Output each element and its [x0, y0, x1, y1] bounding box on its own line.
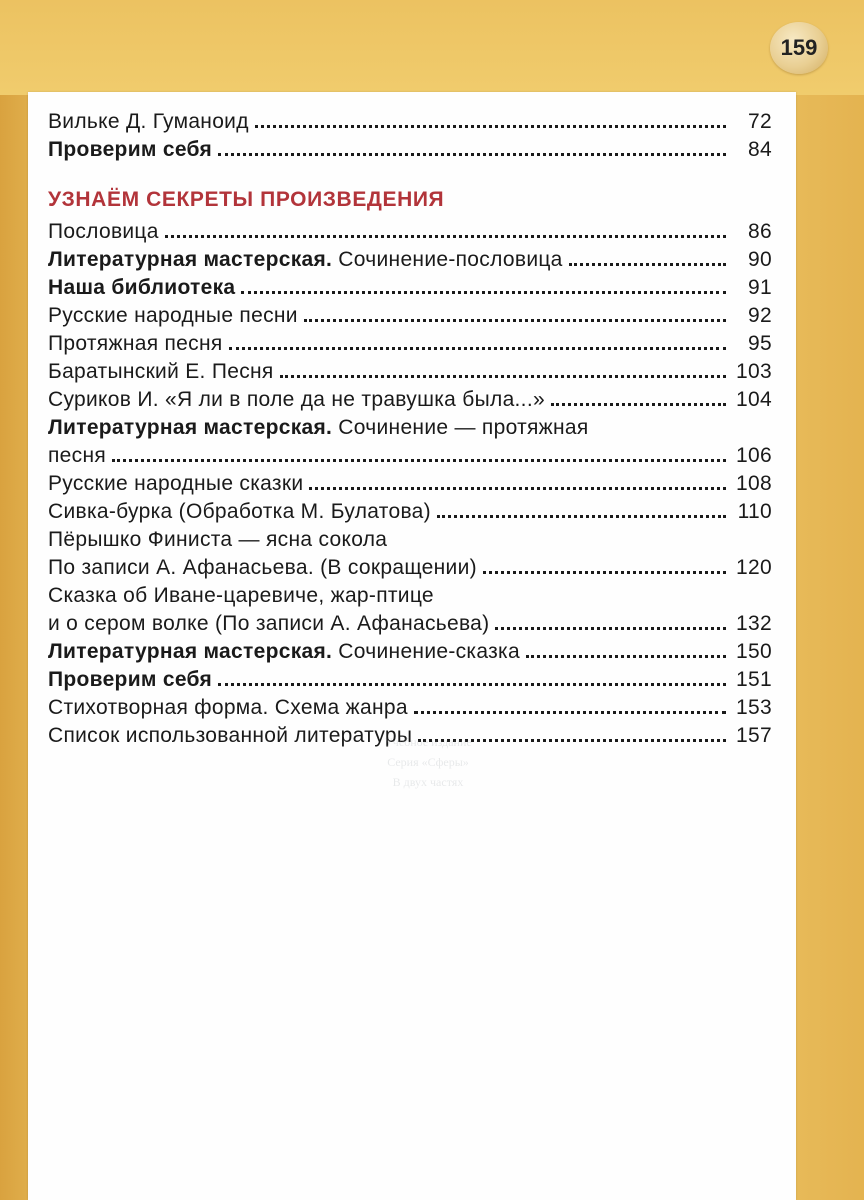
- toc-entry-title: [48, 612, 489, 636]
- toc-entry-title-text: песня: [48, 444, 107, 467]
- dot-leader: [569, 263, 726, 266]
- toc-entry-title: [48, 332, 223, 356]
- toc-entry-title-text: Сивка-бурка (Обработка М. Булатова): [48, 500, 431, 523]
- toc-entry-title: [48, 416, 589, 440]
- toc-entry-page: 104: [736, 388, 772, 411]
- toc-entry-title: [48, 668, 212, 692]
- toc-entry-title-text: Стихотворная форма. Схема жанра: [48, 696, 408, 719]
- toc-entry: [48, 384, 772, 412]
- toc-entry: [48, 496, 772, 524]
- toc-entry-page: 120: [736, 556, 772, 579]
- toc-entry-page: 90: [748, 248, 772, 271]
- toc-entry-title: [48, 138, 212, 162]
- toc-entry-title: [48, 388, 545, 412]
- imprint-line: В двух частях: [392, 775, 464, 789]
- toc-entry: [48, 356, 772, 384]
- toc-entry-title-bold: Проверим себя: [48, 138, 213, 161]
- toc-entry-title: [48, 276, 235, 300]
- toc-entry-page: 132: [736, 612, 772, 635]
- dot-leader: [229, 347, 726, 350]
- toc-entry-page: 110: [737, 500, 772, 523]
- toc-entry: [48, 440, 772, 468]
- toc-entry-page: 92: [748, 304, 772, 327]
- page-header-band: [0, 0, 864, 95]
- toc-entry-title: [48, 472, 303, 496]
- toc-entry-title-bold: Проверим себя: [48, 668, 213, 691]
- page-number: 159: [780, 35, 818, 60]
- toc-entry: [48, 244, 772, 272]
- dot-leader: [280, 375, 726, 378]
- dot-leader: [218, 153, 726, 156]
- dot-leader: [526, 655, 726, 658]
- toc-entry-title-text: Сочинение-сказка: [332, 640, 520, 663]
- toc-entry-title-bold: Литературная мастерская.: [48, 640, 333, 663]
- toc-entry-title-bold: Литературная мастерская.: [48, 416, 333, 439]
- toc-entry-page: 108: [736, 472, 772, 495]
- toc-entry: [48, 608, 772, 636]
- toc-entry-title-text: Сказка об Иване-царевиче, жар-птице: [48, 584, 434, 607]
- toc-entry-title-text: Вильке Д. Гуманоид: [48, 110, 249, 133]
- toc-entry-title: [48, 584, 434, 608]
- toc-entry-title-text: По записи А. Афанасьева. (В сокращении): [48, 556, 477, 579]
- toc-entry: [48, 300, 772, 328]
- toc-entry: [48, 272, 772, 300]
- imprint-line: Учебное издание: [384, 735, 472, 749]
- dot-leader: [112, 459, 726, 462]
- toc-entry-title: [48, 110, 249, 134]
- toc-entry: [48, 664, 772, 692]
- toc-entry: [48, 468, 772, 496]
- toc-entry-title: [48, 640, 520, 664]
- dot-leader: [309, 487, 726, 490]
- toc-entry-page: 150: [736, 640, 772, 663]
- toc-entry-page: 86: [748, 220, 772, 243]
- toc-entry-title-text: Суриков И. «Я ли в поле да не травушка была...»: [48, 388, 545, 411]
- dot-leader: [241, 291, 726, 294]
- toc-entry-title-text: Сочинение — протяжная: [332, 416, 589, 439]
- toc-entry-title: [48, 304, 298, 328]
- toc-entry-title: [48, 360, 274, 384]
- dot-leader: [551, 403, 726, 406]
- toc-entry-page: 151: [736, 668, 772, 691]
- table-of-contents-page: [28, 92, 796, 1200]
- toc-entry-title-text: Список использованной литературы: [48, 724, 413, 747]
- toc-entry-title: [48, 528, 387, 552]
- toc-entry-title-bold: Литературная мастерская.: [48, 248, 333, 271]
- dot-leader: [304, 319, 726, 322]
- toc-entry: [48, 692, 772, 720]
- toc-entry-title: [48, 248, 563, 272]
- toc-entry-title-text: Баратынский Е. Песня: [48, 360, 274, 383]
- toc-entry: [48, 106, 772, 134]
- page-number-badge: [770, 22, 828, 74]
- dot-leader: [495, 627, 726, 630]
- toc-entry-title-text: Русские народные сказки: [48, 472, 304, 495]
- dot-leader: [255, 125, 726, 128]
- toc-entry-title: [48, 500, 431, 524]
- toc-entry: [48, 524, 772, 552]
- toc-entry-page: 106: [736, 444, 772, 467]
- toc-entry-title-text: Протяжная песня: [48, 332, 223, 355]
- toc-entry: [48, 216, 772, 244]
- toc-entry-title-text: и о сером волке (По записи А. Афанасьева): [48, 612, 490, 635]
- toc-entry-title-bold: Наша библиотека: [48, 276, 236, 299]
- toc-entry: [48, 636, 772, 664]
- dot-leader: [437, 515, 726, 518]
- toc-entry-page: 91: [748, 276, 772, 299]
- toc-entry: [48, 580, 772, 608]
- toc-entry-page: 103: [736, 360, 772, 383]
- toc-entry-title: [48, 444, 106, 468]
- toc-entry-title-text: Русские народные песни: [48, 304, 298, 327]
- toc-entry: [48, 412, 772, 440]
- toc-entry: [48, 552, 772, 580]
- toc-entry-page: 84: [748, 138, 772, 161]
- toc-entry-title-text: Пёрышко Финиста — ясна сокола: [48, 528, 388, 551]
- toc-entry-title-text: Пословица: [48, 220, 159, 243]
- dot-leader: [218, 683, 726, 686]
- toc-entry: [48, 328, 772, 356]
- dot-leader: [483, 571, 726, 574]
- toc-entry-page: 95: [748, 332, 772, 355]
- toc-entry-title: [48, 556, 477, 580]
- toc-entry-page: 153: [736, 696, 772, 719]
- toc-entry-page: 72: [748, 110, 772, 133]
- imprint-watermark: [128, 732, 728, 792]
- dot-leader: [165, 235, 726, 238]
- section-heading: УЗНАЁМ СЕКРЕТЫ ПРОИЗВЕДЕНИЯ: [48, 188, 445, 211]
- imprint-line: Серия «Сферы»: [387, 755, 469, 769]
- toc-entry-title: [48, 696, 408, 720]
- dot-leader: [414, 711, 726, 714]
- toc-entry-title-text: Сочинение-пословица: [332, 248, 563, 271]
- toc-entry-title: [48, 220, 159, 244]
- toc-entry-page: 157: [736, 724, 772, 747]
- toc-entry: [48, 134, 772, 162]
